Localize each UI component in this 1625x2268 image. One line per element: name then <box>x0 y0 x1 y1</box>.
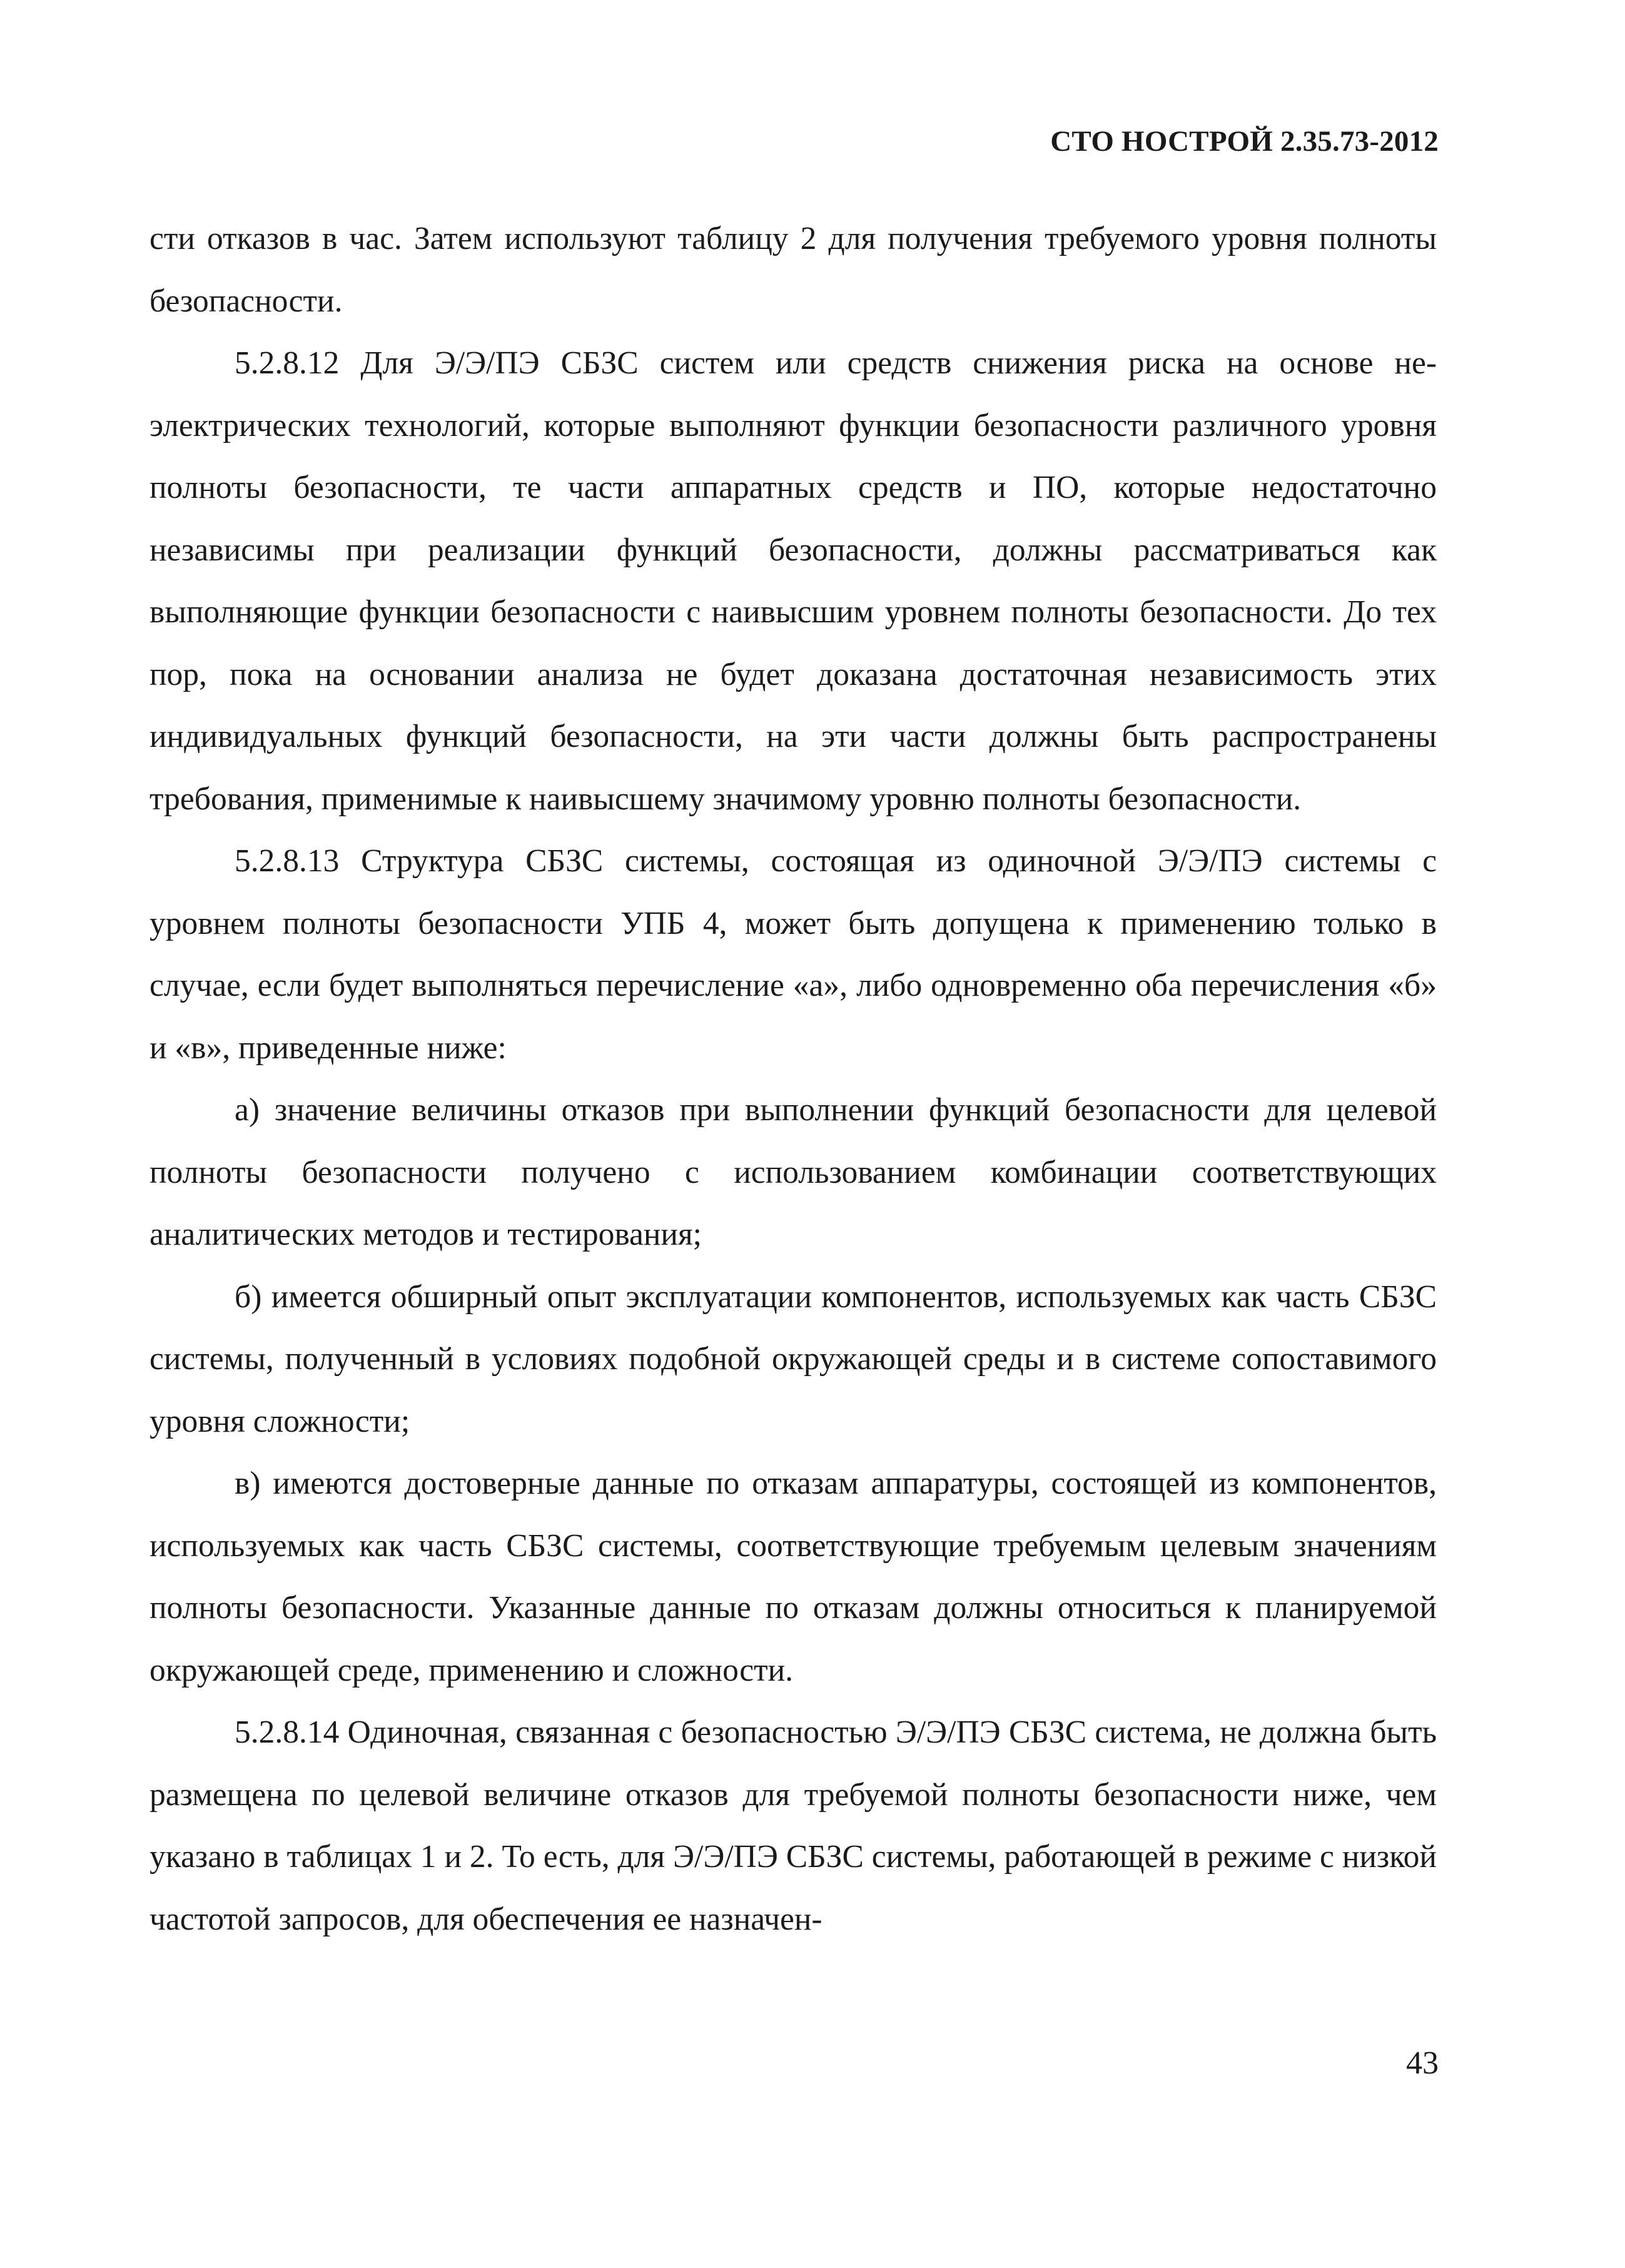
paragraph-5-2-8-12: 5.2.8.12 Для Э/Э/ПЭ СБЗС систем или средств снижения риска на основе неэлектрических технологий, которые выполняют функции безопасности различного уровня полноты безопасности, те части аппаратных средств и ПО, которые недостаточно независимы при реализации функций безопасности, должны рассматриваться как выполняющие функции безопасности с наивысшим уровнем полноты безопасности. До тех пор, пока на основании анализа не будет доказана достаточная независимость этих индивидуальных функций безопасности, на эти части должны быть распространены требования, применимые к наивысшему значимому уровню полноты безопасности. <box>149 345 1437 817</box>
document-body <box>149 208 1437 1950</box>
paragraph-continuation: сти отказов в час. Затем используют таблицу 2 для получения требуемого уровня полноты безопасности. <box>149 221 1437 319</box>
paragraph-5-2-8-14: 5.2.8.14 Одиночная, связанная с безопасностью Э/Э/ПЭ СБЗС система, не должна быть размещена по целевой величине отказов для требуемой полноты безопасности ниже, чем указано в таблицах 1 и 2. То есть, для Э/Э/ПЭ СБЗС системы, работающей в режиме с низкой частотой запросов, для обеспечения ее назначен- <box>149 1714 1437 1937</box>
paragraph-5-2-8-13: 5.2.8.13 Структура СБЗС системы, состоящая из одиночной Э/Э/ПЭ системы с уровнем полноты безопасности УПБ 4, может быть допущена к применению только в случае, если будет выполняться перечисление «а», либо одновременно оба перечисления «б» и «в», приведенные ниже: <box>149 843 1437 1066</box>
page-number: 43 <box>1406 2045 1439 2081</box>
list-item-v: в) имеются достоверные данные по отказам аппаратуры, состоящей из компонентов, используемых как часть СБЗС системы, соответствующие требуемым целевым значениям полноты безопасности. Указанные данные по отказам должны относиться к планируемой окружающей среде, применению и сложности. <box>149 1466 1437 1688</box>
list-item-b: б) имеется обширный опыт эксплуатации компонентов, используемых как часть СБЗС системы, полученный в условиях подобной окружающей среды и в системе сопоставимого уровня сложности; <box>149 1278 1437 1439</box>
page-header-standard-code: СТО НОСТРОЙ 2.35.73-2012 <box>1050 125 1439 158</box>
list-item-a: а) значение величины отказов при выполнении функций безопасности для целевой полноты безопасности получено с использованием комбинации соответствующих аналитических методов и тестирования; <box>149 1092 1437 1252</box>
